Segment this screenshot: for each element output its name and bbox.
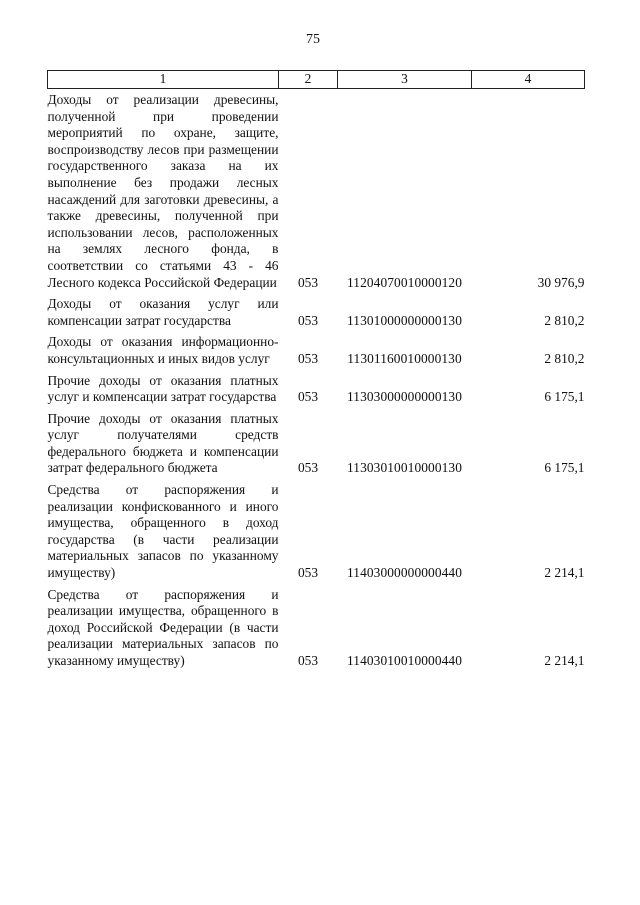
amount: 2 214,1 xyxy=(544,653,585,668)
amount: 30 976,9 xyxy=(537,274,585,290)
revenue-name: Доходы от реализации древесины, полученной при проведении мероприятий по охране, защите, воспроизводству лесов при размещении государственного заказа на их выполнение без продажи лесных насаждений для заготовки древесины, а также древесины, полученной при использовании лесов, расположенных на землях лесного фонда, в соответствии со статьями 43 - 46 Лесного кодекса Российской Федерации xyxy=(47,92,279,290)
table-row xyxy=(48,89,585,294)
amount: 2 810,2 xyxy=(544,312,585,328)
ministry-code: 053 xyxy=(297,312,319,328)
budget-classification-code: 11301000000000130 xyxy=(346,312,463,328)
revenue-name: Доходы от оказания услуг или компенсации затрат государства xyxy=(47,296,279,328)
revenue-name: Прочие доходы от оказания платных услуг получателями средств федерального бюджета и компенсации затрат федерального бюджета xyxy=(47,410,279,476)
ministry-code: 053 xyxy=(297,389,319,405)
column-header-3: 3 xyxy=(338,71,472,89)
amount: 2 214,1 xyxy=(544,565,585,581)
ministry-code: 053 xyxy=(297,460,319,476)
ministry-code: 053 xyxy=(297,565,319,581)
ministry-code: 053 xyxy=(297,350,319,366)
budget-classification-code: 11303000000000130 xyxy=(346,389,463,405)
table-row xyxy=(48,584,585,672)
budget-classification-code: 11403010010000440 xyxy=(346,653,463,668)
table-row xyxy=(48,479,585,584)
budget-classification-code: 11204070010000120 xyxy=(346,274,463,290)
revenue-name: Средства от распоряжения и реализации имущества, обращенного в доход Российской Федерации (в части реализации материальных запасов по указанному имуществу) xyxy=(47,586,279,668)
table-row xyxy=(48,370,585,408)
budget-classification-code: 11301160010000130 xyxy=(347,350,462,366)
revenue-name: Доходы от оказания информационно-консультационных и иных видов услуг xyxy=(47,334,279,366)
revenue-name: Средства от распоряжения и реализации конфискованного и иного имущества, обращенного в доход государства (в части реализации материальных запасов по указанному имуществу) xyxy=(47,482,279,581)
column-header-2: 2 xyxy=(279,71,338,89)
column-header-1: 1 xyxy=(48,71,279,89)
table-row xyxy=(48,293,585,331)
column-header-4: 4 xyxy=(472,71,585,89)
ministry-code: 053 xyxy=(297,653,319,668)
budget-classification-code: 11403000000000440 xyxy=(346,565,463,581)
table-row xyxy=(48,408,585,479)
revenue-name: Прочие доходы от оказания платных услуг и компенсации затрат государства xyxy=(47,372,279,405)
budget-classification-code: 11303010010000130 xyxy=(346,460,463,476)
revenue-table xyxy=(47,70,585,672)
ministry-code: 053 xyxy=(297,274,319,290)
amount: 6 175,1 xyxy=(544,460,585,476)
amount: 2 810,2 xyxy=(544,350,585,366)
table-row xyxy=(48,331,585,369)
amount: 6 175,1 xyxy=(544,389,585,405)
column-number-header-row xyxy=(48,71,585,89)
page-number: 75 xyxy=(306,32,320,47)
